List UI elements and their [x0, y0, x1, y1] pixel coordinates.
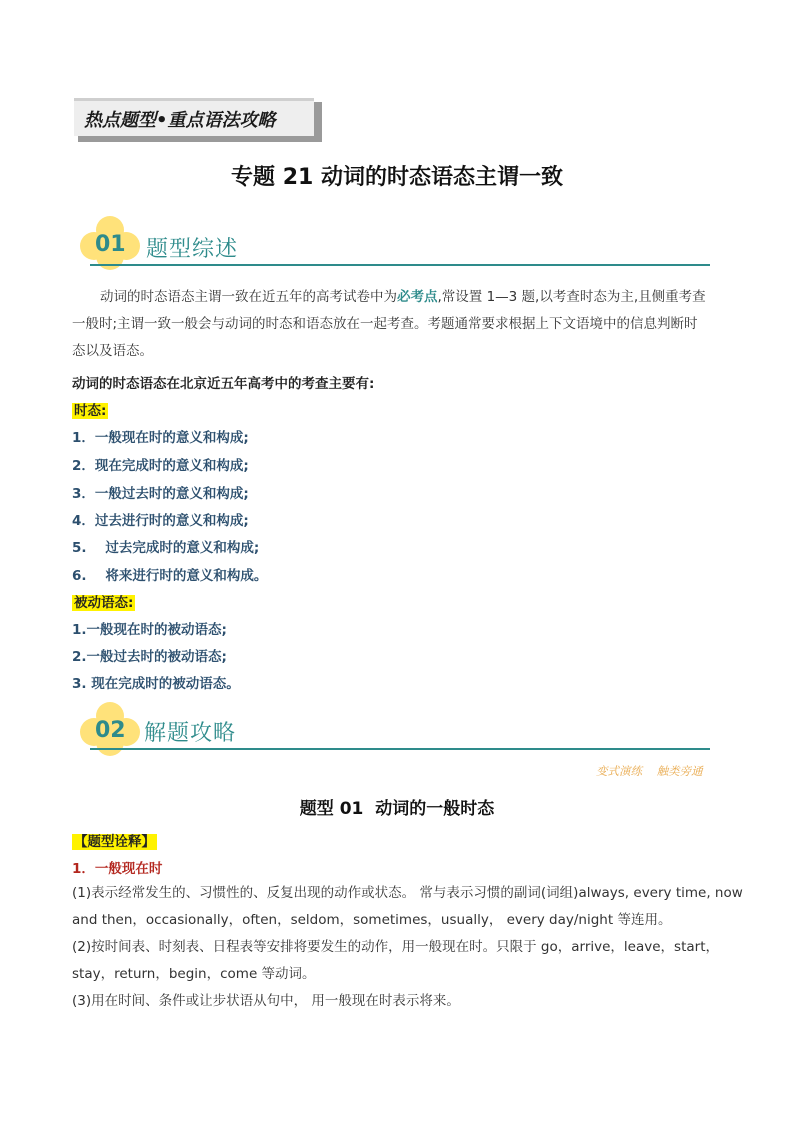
- section2-tagline: 变式演练 触类旁通: [596, 764, 703, 778]
- paragraph-line-3: 态以及语态。: [72, 343, 153, 359]
- section2-body: [72, 880, 743, 1015]
- body-line: (3)用在时间、条件或让步状语从句中， 用一般现在时表示将来。: [72, 993, 460, 1009]
- para-text-b: ,常设置 1—3 题,以考查时态为主,且侧重考查: [437, 289, 706, 305]
- section1-number: 01: [95, 232, 126, 257]
- passive-label-text: 被动语态:: [74, 595, 134, 611]
- paragraph-line-2: 一般时;主谓一致一般会与动词的时态和语态放在一起考查。考题通常要求根据上下文语境中的信息判断时: [72, 316, 698, 332]
- tense-item: 1．一般现在时的意义和构成;: [72, 430, 249, 446]
- passive-label: [72, 591, 135, 611]
- tense-item: 5. 过去完成时的意义和构成;: [72, 540, 260, 556]
- tense-item: 2．现在完成时的意义和构成;: [72, 458, 249, 474]
- section2-label: 解题攻略: [144, 721, 237, 746]
- body-line: (1)表示经常发生的、习惯性的、反复出现的动作或状态。 常与表示习惯的副词(词组)always, every time, now: [72, 885, 743, 901]
- section2-divider: [90, 748, 710, 750]
- para-key-term: 必考点: [397, 289, 438, 305]
- paragraph-line-1: [72, 284, 732, 311]
- explain-label: [72, 830, 157, 850]
- passive-item: 2.一般过去时的被动语态;: [72, 649, 227, 665]
- tense-item: 4．过去进行时的意义和构成;: [72, 513, 249, 529]
- passive-item: 1.一般现在时的被动语态;: [72, 622, 227, 638]
- section1-paragraph: [72, 284, 732, 365]
- page-title: 专题 21 动词的时态语态主谓一致: [231, 165, 563, 190]
- explain-label-text: 【题型诠释】: [74, 834, 155, 850]
- tense-item: 6. 将来进行时的意义和构成。: [72, 568, 268, 584]
- body-line: stay，return，begin，come 等动词。: [72, 966, 316, 982]
- badge-text: 热点题型•重点语法攻略: [84, 110, 276, 131]
- tense-intro: 动词的时态语态在北京近五年高考中的考查主要有:: [72, 376, 375, 392]
- tense-label: [72, 399, 108, 419]
- section1-divider: [90, 264, 710, 266]
- section1-label: 题型综述: [146, 237, 239, 262]
- passive-item: 3. 现在完成时的被动语态。: [72, 676, 240, 692]
- body-line: (2)按时间表、时刻表、日程表等安排将要发生的动作，用一般现在时。只限于 go，arrive，leave，start，: [72, 939, 719, 955]
- point-heading: 1．一般现在时: [72, 861, 163, 877]
- header-badge: [74, 98, 318, 140]
- tense-label-text: 时态:: [74, 403, 107, 419]
- section2-number: 02: [95, 718, 126, 743]
- body-line: and then，occasionally，often，seldom，sometimes，usually， every day/night 等连用。: [72, 912, 672, 928]
- section2-subtitle: 题型 01 动词的一般时态: [299, 799, 495, 819]
- para-text-a: 动词的时态语态主谓一致在近五年的高考试卷中为: [100, 289, 397, 305]
- tense-item: 3．一般过去时的意义和构成;: [72, 486, 249, 502]
